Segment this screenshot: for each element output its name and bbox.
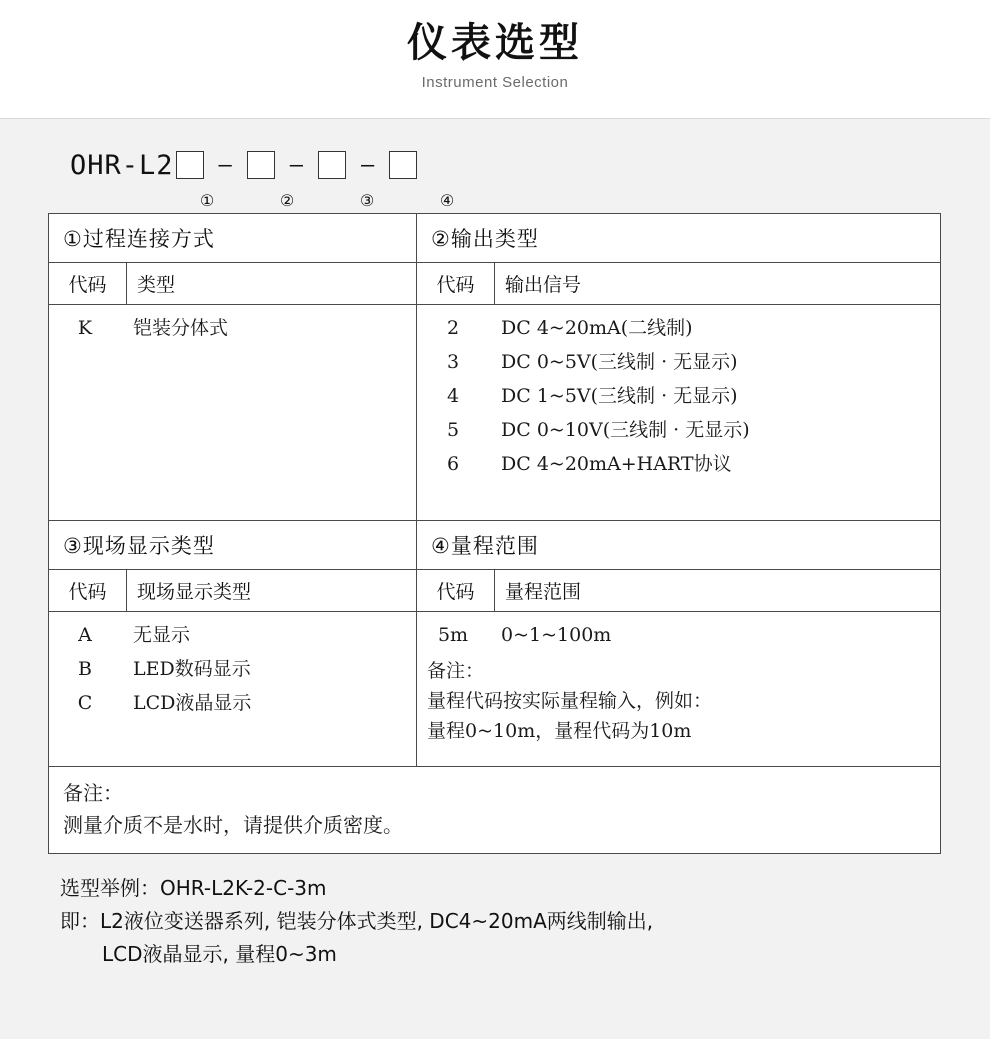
section1-col-type: 类型 [127, 263, 417, 305]
table-row [49, 305, 941, 521]
section3-rows [49, 612, 416, 730]
example-line3: LCD液晶显示, 量程0~3m [102, 942, 337, 966]
example-line1: 选型举例：OHR-L2K-2-C-3m [60, 876, 327, 900]
list-item [49, 311, 416, 345]
list-item [49, 686, 416, 720]
table-row [49, 214, 941, 263]
model-marker-2: ② [279, 191, 295, 210]
section3-row2-text: LCD液晶显示 [133, 692, 252, 714]
section2-row1-code: 3 [446, 351, 460, 373]
section4-col-code: 代码 [417, 570, 495, 612]
list-item [49, 618, 416, 652]
section2-rows [417, 305, 940, 491]
model-code-diagram [70, 145, 490, 210]
section1-row0-code: K [77, 317, 93, 339]
model-dash-2: – [289, 152, 304, 178]
model-marker-1: ① [199, 191, 215, 210]
footer-note-line2: 测量介质不是水时，请提供介质密度。 [63, 813, 403, 837]
section3-row1-text: LED数码显示 [133, 658, 251, 680]
section2-row0-code: 2 [446, 317, 460, 339]
section3-row0-text: 无显示 [133, 624, 191, 646]
model-slot-1 [176, 151, 204, 179]
list-item [417, 413, 940, 447]
page-subtitle: Instrument Selection [421, 74, 569, 91]
section2-row0-text: DC 4~20mA(二线制) [501, 317, 693, 339]
page-header [0, 0, 990, 119]
selection-table [48, 213, 941, 854]
section4-heading: ④量程范围 [417, 521, 941, 570]
model-marker-3: ③ [359, 191, 375, 210]
list-item [417, 447, 940, 481]
section2-row2-code: 4 [446, 385, 460, 407]
table-row [49, 521, 941, 570]
section2-row2-text: DC 1~5V(三线制 · 无显示) [501, 385, 738, 407]
selection-example [60, 872, 990, 971]
page-title: 仪表选型 [407, 20, 583, 66]
model-prefix: OHR-L2 [70, 149, 174, 181]
section2-row3-text: DC 0~10V(三线制 · 无显示) [501, 419, 750, 441]
section3-row0-code: A [78, 624, 92, 646]
section1-heading: ①过程连接方式 [49, 214, 417, 263]
footer-note [49, 767, 940, 853]
list-item [417, 311, 940, 345]
section4-rows [417, 612, 940, 766]
section1-row0-text: 铠装分体式 [133, 317, 229, 339]
section4-col-type: 量程范围 [495, 570, 941, 612]
table-row [49, 570, 941, 612]
section1-rows [49, 305, 416, 355]
section3-col-type: 现场显示类型 [127, 570, 417, 612]
section2-row4-text: DC 4~20mA+HART协议 [501, 453, 732, 475]
section4-note [417, 652, 940, 756]
example-line2: 即：L2液位变送器系列, 铠装分体式类型, DC4~20mA两线制输出, [60, 909, 654, 933]
table-row [49, 767, 941, 854]
section4-note-line1: 备注： [427, 660, 485, 682]
section4-row0-code: 5m [437, 624, 469, 646]
section2-row4-code: 6 [446, 453, 460, 475]
model-slot-2 [247, 151, 275, 179]
model-marker-row [70, 191, 490, 210]
model-dash-3: – [361, 152, 375, 178]
section2-heading: ②输出类型 [417, 214, 941, 263]
section3-row2-code: C [77, 692, 93, 714]
table-row [49, 263, 941, 305]
model-marker-4: ④ [439, 191, 455, 210]
model-slot-3 [318, 151, 346, 179]
section2-col-type: 输出信号 [495, 263, 941, 305]
model-slot-4 [389, 151, 417, 179]
footer-note-line1: 备注： [63, 781, 123, 805]
section4-row0-text: 0~1~100m [501, 624, 612, 646]
model-dash-1: – [218, 152, 232, 178]
list-item [417, 618, 940, 652]
section2-row3-code: 5 [446, 419, 460, 441]
model-code-line [70, 145, 490, 185]
section4-note-line3: 量程0~10m，量程代码为10m [427, 720, 692, 742]
list-item [49, 652, 416, 686]
list-item [417, 345, 940, 379]
list-item [417, 379, 940, 413]
section2-col-code: 代码 [417, 263, 495, 305]
section3-heading: ③现场显示类型 [49, 521, 417, 570]
section2-row1-text: DC 0~5V(三线制 · 无显示) [501, 351, 738, 373]
section1-col-code: 代码 [49, 263, 127, 305]
table-row [49, 612, 941, 767]
section4-note-line2: 量程代码按实际量程输入，例如： [427, 690, 713, 712]
section3-col-code: 代码 [49, 570, 127, 612]
section3-row1-code: B [78, 658, 92, 680]
